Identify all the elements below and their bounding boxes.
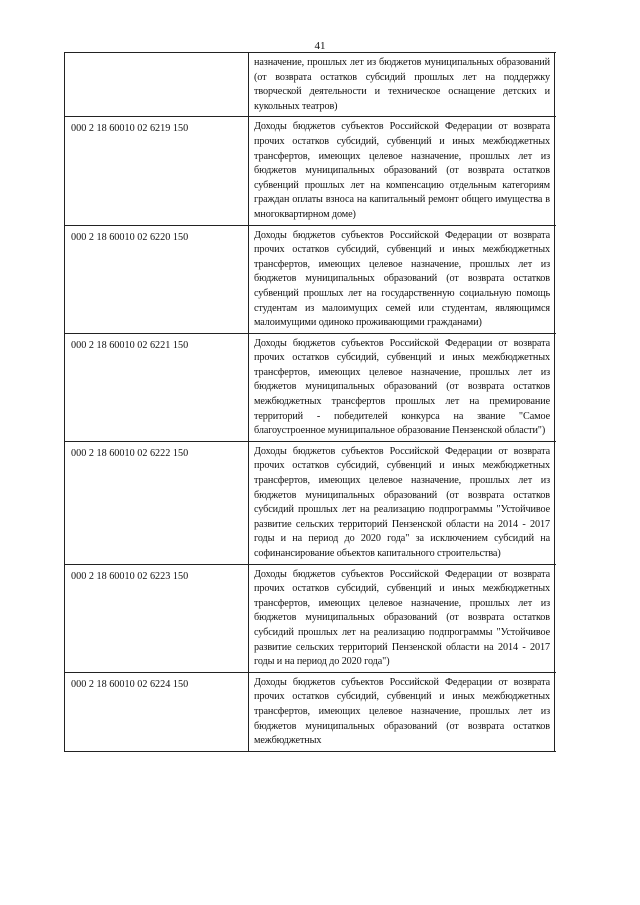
description-cell: Доходы бюджетов субъектов Российской Федерации от возврата прочих остатков субсидий, субвенций и иных межбюджетных трансфертов, имеющих целевое назначение, прошлых лет из бюджетов муниципальных образований (от возврата остатков субвенций прошлых лет на компенсацию отдельным категориям граждан оплаты взноса на капитальный ремонт общего имущества в многоквартирном доме) bbox=[249, 117, 555, 224]
budget-code-cell: 000 2 18 60010 02 6223 150 bbox=[65, 565, 249, 672]
table-row bbox=[65, 117, 556, 225]
table-row bbox=[65, 673, 556, 752]
table-row bbox=[65, 442, 556, 565]
description-cell: Доходы бюджетов субъектов Российской Федерации от возврата прочих остатков субсидий, субвенций и иных межбюджетных трансфертов, имеющих целевое назначение, прошлых лет из бюджетов муниципальных образований (от возврата остатков межбюджетных трансфертов прошлых лет на премирование территорий - победителей конкурса на звание "Самое благоустроенное муниципальное образование Пензенской области") bbox=[249, 334, 555, 441]
table-row bbox=[65, 334, 556, 442]
budget-code-cell: 000 2 18 60010 02 6224 150 bbox=[65, 673, 249, 751]
budget-codes-table bbox=[64, 52, 556, 752]
budget-code-cell bbox=[65, 53, 249, 116]
budget-code-cell: 000 2 18 60010 02 6219 150 bbox=[65, 117, 249, 224]
table-row bbox=[65, 565, 556, 673]
page-number: 41 bbox=[314, 40, 326, 52]
description-cell: Доходы бюджетов субъектов Российской Федерации от возврата прочих остатков субсидий, субвенций и иных межбюджетных трансфертов, имеющих целевое назначение, прошлых лет из бюджетов муниципальных образований (от возврата остатков субсидий прошлых лет на реализацию подпрограммы "Устойчивое развитие сельских территорий Пензенской области на 2014 - 2017 годы и на период до 2020 года" за исключением субсидий на софинансирование объектов капитального строительства) bbox=[249, 442, 555, 564]
budget-code-cell: 000 2 18 60010 02 6220 150 bbox=[65, 226, 249, 333]
description-cell: Доходы бюджетов субъектов Российской Федерации от возврата прочих остатков субсидий, субвенций и иных межбюджетных трансфертов, имеющих целевое назначение, прошлых лет из бюджетов муниципальных образований (от возврата остатков субвенций прошлых лет на государственную социальную помощь студентам из малоимущих семей или студентам, являющимся малоимущими одиноко проживающими гражданами) bbox=[249, 226, 555, 333]
budget-code-cell: 000 2 18 60010 02 6221 150 bbox=[65, 334, 249, 441]
table-row bbox=[65, 53, 556, 117]
description-cell: Доходы бюджетов субъектов Российской Федерации от возврата прочих остатков субсидий, субвенций и иных межбюджетных трансфертов, имеющих целевое назначение, прошлых лет из бюджетов муниципальных образований (от возврата остатков межбюджетных bbox=[249, 673, 555, 751]
table-row bbox=[65, 226, 556, 334]
budget-code-cell: 000 2 18 60010 02 6222 150 bbox=[65, 442, 249, 564]
description-cell: Доходы бюджетов субъектов Российской Федерации от возврата прочих остатков субсидий, субвенций и иных межбюджетных трансфертов, имеющих целевое назначение, прошлых лет из бюджетов муниципальных образований (от возврата остатков субсидий прошлых лет на реализацию подпрограммы "Устойчивое развитие сельских территорий Пензенской области на 2014 - 2017 годы и на период до 2020 года") bbox=[249, 565, 555, 672]
description-cell: назначение, прошлых лет из бюджетов муниципальных образований (от возврата остатков субсидий прошлых лет на поддержку творческой деятельности и техническое оснащение детских и кукольных театров) bbox=[249, 53, 555, 116]
